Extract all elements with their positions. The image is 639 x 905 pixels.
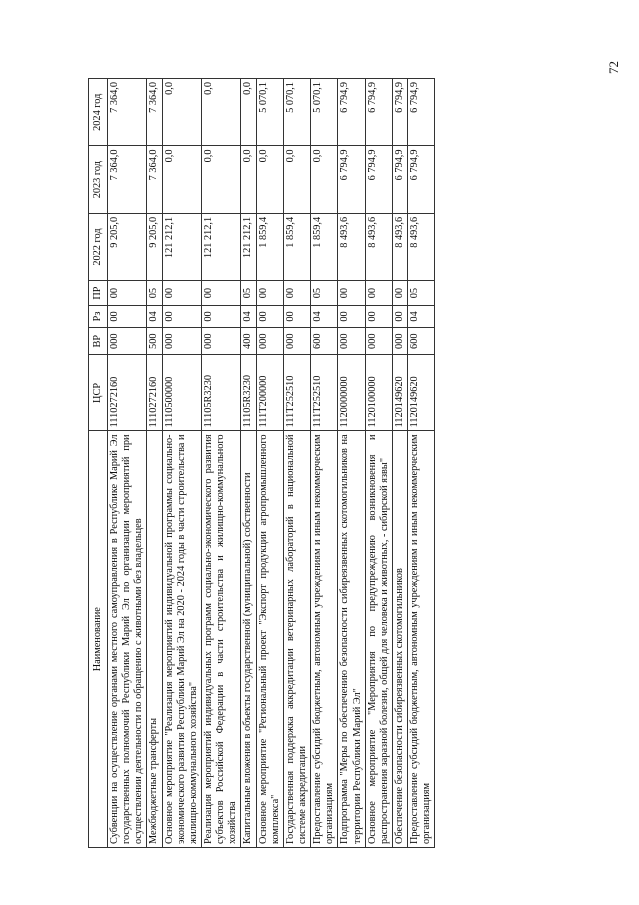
row-2022-cell: 8 493,6	[392, 213, 407, 280]
row-2023-cell: 7 364,0	[147, 146, 162, 213]
row-csr-cell: 111T252510	[311, 355, 338, 431]
row-pr-cell: 00	[392, 281, 407, 306]
header-pr: ПР	[89, 281, 108, 306]
row-2024-cell: 6 794,9	[338, 79, 365, 146]
row-2022-cell: 9 205,0	[147, 213, 162, 280]
row-2024-cell: 7 364,0	[147, 79, 162, 146]
row-2024-cell: 5 070,1	[256, 79, 283, 146]
table-row	[108, 79, 147, 848]
row-name-cell: Межбюджетные трансферты	[147, 431, 162, 848]
row-csr-cell: 111T200000	[256, 355, 283, 431]
budget-table	[88, 78, 435, 848]
row-csr-cell: 1120149620	[408, 355, 435, 431]
row-2022-cell: 121 212,1	[201, 213, 240, 280]
row-2024-cell: 7 364,0	[108, 79, 147, 146]
row-csr-cell: 111T252510	[283, 355, 310, 431]
row-name-cell: Субвенции на осуществление органами местного самоуправления в Республике Марий Эл государственных полномочий Республики Марий Эл по организации мероприятий при осуществлении деятельности по обращению с животными без владельцев	[108, 431, 147, 848]
row-csr-cell: 1110272160	[108, 355, 147, 431]
table-row	[392, 79, 407, 848]
table-row	[365, 79, 392, 848]
table-row	[162, 79, 201, 848]
row-name-cell: Государственная поддержка аккредитации ветеринарных лабораторий в национальной системе аккредитации	[283, 431, 310, 848]
row-pr-cell: 00	[283, 281, 310, 306]
row-rz-cell: 00	[392, 305, 407, 327]
row-csr-cell: 11105R3230	[201, 355, 240, 431]
row-2024-cell: 5 070,1	[311, 79, 338, 146]
row-pr-cell: 00	[108, 281, 147, 306]
row-vr-cell: 600	[311, 327, 338, 355]
row-2022-cell: 121 212,1	[241, 213, 256, 280]
row-vr-cell: 000	[201, 327, 240, 355]
row-vr-cell: 000	[162, 327, 201, 355]
budget-table-rotated	[88, 78, 528, 848]
header-2024: 2024 год	[89, 79, 108, 146]
row-2022-cell: 9 205,0	[108, 213, 147, 280]
row-2023-cell: 0,0	[241, 146, 256, 213]
header-csr: ЦСР	[89, 355, 108, 431]
row-pr-cell: 00	[365, 281, 392, 306]
table-row	[338, 79, 365, 848]
row-rz-cell: 00	[283, 305, 310, 327]
header-vr: ВР	[89, 327, 108, 355]
table-row	[311, 79, 338, 848]
row-rz-cell: 00	[338, 305, 365, 327]
table-row	[201, 79, 240, 848]
row-name-cell: Реализация мероприятий индивидуальных программ социально-экономического развития субъектов Российской Федерации в части строительства и жилищно-коммунального хозяйства	[201, 431, 240, 848]
row-name-cell: Основное мероприятие "Реализация мероприятий индивидуальной программы социально-экономического развития Республики Марий Эл на 2020 - 2024 годы в части строительства и жилищно-коммунального хозяйства"	[162, 431, 201, 848]
row-pr-cell: 05	[147, 281, 162, 306]
row-vr-cell: 000	[256, 327, 283, 355]
row-pr-cell: 00	[201, 281, 240, 306]
row-pr-cell: 05	[311, 281, 338, 306]
row-2024-cell: 0,0	[201, 79, 240, 146]
row-vr-cell: 000	[108, 327, 147, 355]
row-csr-cell: 1120149620	[392, 355, 407, 431]
row-vr-cell: 000	[392, 327, 407, 355]
table-row	[256, 79, 283, 848]
row-2024-cell: 5 070,1	[283, 79, 310, 146]
row-2022-cell: 8 493,6	[408, 213, 435, 280]
row-pr-cell: 00	[338, 281, 365, 306]
row-csr-cell: 1120100000	[365, 355, 392, 431]
row-2023-cell: 0,0	[283, 146, 310, 213]
row-2023-cell: 6 794,9	[408, 146, 435, 213]
row-vr-cell: 500	[147, 327, 162, 355]
row-2024-cell: 0,0	[241, 79, 256, 146]
row-2023-cell: 0,0	[256, 146, 283, 213]
row-2024-cell: 6 794,9	[408, 79, 435, 146]
row-rz-cell: 00	[162, 305, 201, 327]
row-2022-cell: 1 859,4	[283, 213, 310, 280]
table-row	[408, 79, 435, 848]
row-rz-cell: 00	[256, 305, 283, 327]
page-number: 72	[606, 61, 621, 74]
table-row	[283, 79, 310, 848]
row-name-cell: Предоставление субсидий бюджетным, автономным учреждениям и иным некоммерческим организациям	[408, 431, 435, 848]
row-csr-cell: 1110500000	[162, 355, 201, 431]
row-2023-cell: 7 364,0	[108, 146, 147, 213]
row-pr-cell: 05	[408, 281, 435, 306]
row-csr-cell: 1120000000	[338, 355, 365, 431]
row-2022-cell: 1 859,4	[256, 213, 283, 280]
row-name-cell: Основное мероприятие "Мероприятия по предупреждению возникновения и распространения заразной болезни, общей для человека и животных, - сибирской язвы"	[365, 431, 392, 848]
row-rz-cell: 00	[108, 305, 147, 327]
header-2022: 2022 год	[89, 213, 108, 280]
row-csr-cell: 11105R3230	[241, 355, 256, 431]
row-rz-cell: 00	[365, 305, 392, 327]
row-pr-cell: 05	[241, 281, 256, 306]
row-2024-cell: 6 794,9	[392, 79, 407, 146]
row-vr-cell: 600	[408, 327, 435, 355]
row-2022-cell: 121 212,1	[162, 213, 201, 280]
row-pr-cell: 00	[256, 281, 283, 306]
row-2022-cell: 1 859,4	[311, 213, 338, 280]
row-rz-cell: 00	[201, 305, 240, 327]
header-name: Наименование	[89, 431, 108, 848]
row-vr-cell: 400	[241, 327, 256, 355]
row-vr-cell: 000	[283, 327, 310, 355]
row-2022-cell: 8 493,6	[338, 213, 365, 280]
row-rz-cell: 04	[241, 305, 256, 327]
row-vr-cell: 000	[365, 327, 392, 355]
row-2024-cell: 0,0	[162, 79, 201, 146]
row-name-cell: Предоставление субсидий бюджетным, автономным учреждениям и иным некоммерческим организациям	[311, 431, 338, 848]
row-pr-cell: 00	[162, 281, 201, 306]
table-row	[147, 79, 162, 848]
row-name-cell: Капитальные вложения в объекты государственной (муниципальной) собственности	[241, 431, 256, 848]
row-2024-cell: 6 794,9	[365, 79, 392, 146]
row-name-cell: Основное мероприятие "Региональный проект "Экспорт продукции агропромышленного комплекса"	[256, 431, 283, 848]
header-2023: 2023 год	[89, 146, 108, 213]
row-vr-cell: 000	[338, 327, 365, 355]
table-header-row	[89, 79, 108, 848]
row-csr-cell: 1110272160	[147, 355, 162, 431]
row-name-cell: Подпрограмма "Меры по обеспечению безопасности сибиреязвенных скотомогильников на территории Республики Марий Эл"	[338, 431, 365, 848]
row-2023-cell: 0,0	[311, 146, 338, 213]
row-rz-cell: 04	[408, 305, 435, 327]
row-2023-cell: 0,0	[162, 146, 201, 213]
row-rz-cell: 04	[147, 305, 162, 327]
row-2023-cell: 6 794,9	[365, 146, 392, 213]
header-rz: Рз	[89, 305, 108, 327]
row-name-cell: Обеспечение безопасности сибиреязвенных скотомогильников	[392, 431, 407, 848]
table-row	[241, 79, 256, 848]
row-2023-cell: 6 794,9	[392, 146, 407, 213]
row-2022-cell: 8 493,6	[365, 213, 392, 280]
row-2023-cell: 6 794,9	[338, 146, 365, 213]
row-rz-cell: 04	[311, 305, 338, 327]
row-2023-cell: 0,0	[201, 146, 240, 213]
